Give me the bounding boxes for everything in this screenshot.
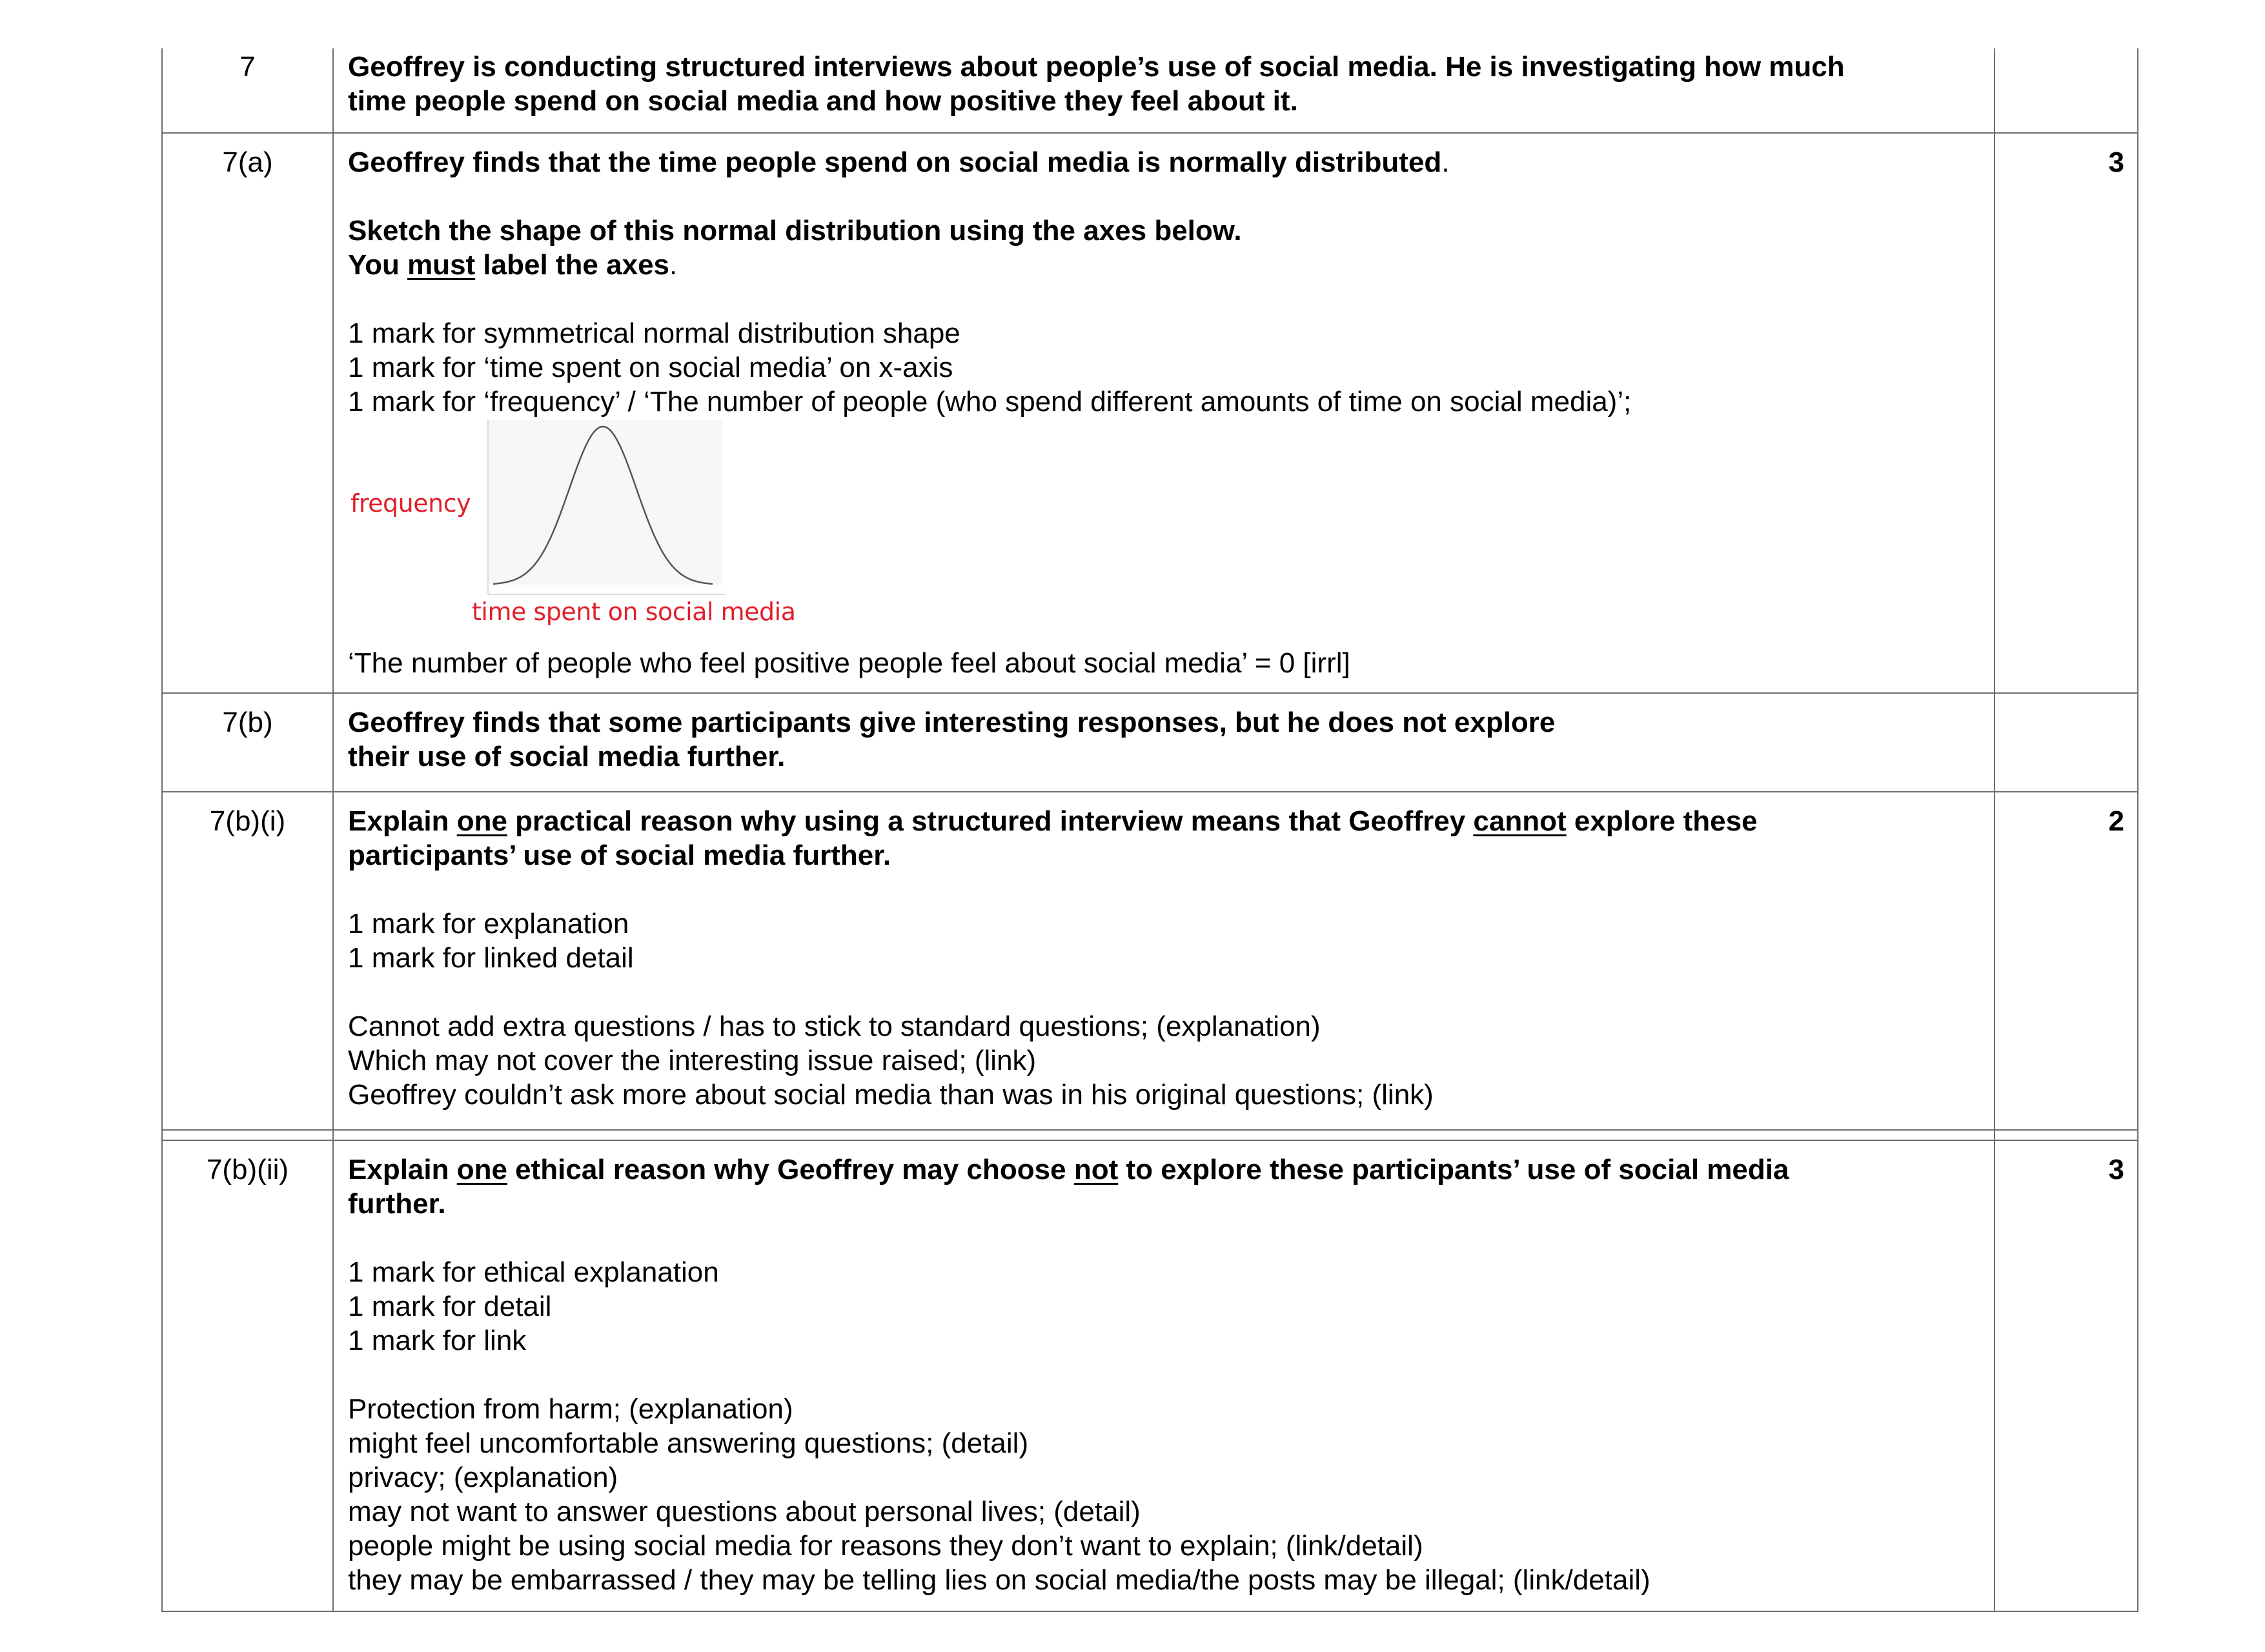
answer-cell (333, 133, 1995, 693)
text-fragment: practical reason why using a structured interview means that Geoffrey (507, 805, 1474, 837)
normal-distribution-sketch (348, 420, 800, 646)
question-text-line2: participants’ use of social media further. (348, 840, 891, 871)
emphasis-one: one (456, 1154, 507, 1185)
scheme-line: 1 mark for ‘frequency’ / ‘The number of people (who spend different amounts of time on social media)’; (348, 386, 1632, 418)
question-instruction-axes (348, 248, 1981, 282)
answer-line: people might be using social media for reasons they don’t want to explain; (link/detail) (348, 1530, 1423, 1562)
question-stem (333, 48, 1995, 133)
marks-cell: 2 (1995, 792, 2138, 1130)
y-axis-label: frequency (350, 489, 471, 518)
answer-line: privacy; (explanation) (348, 1462, 618, 1493)
text-fragment: You (348, 249, 408, 281)
question-row-7b (162, 693, 2138, 792)
question-number: 7(a) (162, 133, 333, 693)
question-text (348, 804, 1981, 838)
irrelevant-note: ‘The number of people who feel positive people feel about social media’ = 0 [irrl] (348, 647, 1350, 679)
question-text (348, 1153, 1981, 1187)
stem-line: time people spend on social media and how positive they feel about it. (348, 85, 1298, 117)
scheme-line: 1 mark for symmetrical normal distribution shape (348, 317, 960, 349)
answer-line: may not want to answer questions about personal lives; (detail) (348, 1496, 1141, 1527)
answer-cell (333, 1140, 1995, 1611)
question-row-7 (162, 48, 2138, 133)
question-row-7a (162, 133, 2138, 693)
question-number: 7(b) (162, 693, 333, 792)
emphasis-not: not (1073, 1154, 1119, 1185)
question-instruction: Sketch the shape of this normal distribution using the axes below. (348, 215, 1242, 247)
stem-line: Geoffrey finds that some participants give interesting responses, but he does not explore (348, 707, 1556, 738)
scheme-line: 1 mark for explanation (348, 908, 629, 940)
question-row-7bii (162, 1140, 2138, 1611)
divider-cell (162, 1130, 333, 1140)
scheme-line: 1 mark for ethical explanation (348, 1256, 719, 1288)
emphasis-one: one (456, 805, 507, 837)
mark-scheme-table (161, 48, 2138, 1612)
stem-line: their use of social media further. (348, 741, 786, 772)
question-number: 7(b)(ii) (162, 1140, 333, 1611)
stem-line: Geoffrey is conducting structured interviews about people’s use of social media. He is investigating how much (348, 51, 1845, 83)
sketch-background (487, 420, 722, 585)
question-text-tail: . (1441, 146, 1450, 178)
question-text-bold: Geoffrey finds that the time people spend on social media is normally distributed (348, 146, 1442, 178)
marks-cell: 3 (1995, 1140, 2138, 1611)
answer-line: Cannot add extra questions / has to stick to standard questions; (explanation) (348, 1011, 1321, 1042)
text-fragment: . (669, 249, 678, 281)
question-number: 7(b)(i) (162, 792, 333, 1130)
marks-cell (1995, 48, 2138, 133)
x-axis-label: time spent on social media (472, 598, 796, 626)
answer-cell (333, 792, 1995, 1130)
emphasis-must: must (407, 249, 476, 281)
scheme-line: 1 mark for linked detail (348, 942, 634, 974)
text-fragment: to explore these participants’ use of social media (1118, 1154, 1789, 1185)
text-fragment: explore these (1566, 805, 1758, 837)
text-fragment: Explain (348, 1154, 457, 1185)
scheme-line: 1 mark for ‘time spent on social media’ on x-axis (348, 352, 953, 383)
emphasis-cannot: cannot (1473, 805, 1567, 837)
question-text-line2: further. (348, 1188, 446, 1220)
question-stem (333, 693, 1995, 792)
question-number: 7 (162, 48, 333, 133)
row-divider (162, 1130, 2138, 1140)
marks-cell (1995, 693, 2138, 792)
question-text (348, 145, 1981, 179)
text-fragment: ethical reason why Geoffrey may choose (507, 1154, 1074, 1185)
answer-line: might feel uncomfortable answering questions; (detail) (348, 1427, 1029, 1459)
scheme-line: 1 mark for detail (348, 1291, 552, 1322)
answer-line: Protection from harm; (explanation) (348, 1393, 793, 1425)
text-fragment: label the axes (475, 249, 670, 281)
divider-cell (333, 1130, 1995, 1140)
divider-cell (1995, 1130, 2138, 1140)
answer-line: Which may not cover the interesting issue raised; (link) (348, 1045, 1037, 1076)
answer-line: they may be embarrassed / they may be telling lies on social media/the posts may be illegal; (link/detail) (348, 1564, 1651, 1596)
text-fragment: Explain (348, 805, 457, 837)
question-row-7bi (162, 792, 2138, 1130)
answer-line: Geoffrey couldn’t ask more about social media than was in his original questions; (link) (348, 1079, 1434, 1111)
marks-cell: 3 (1995, 133, 2138, 693)
scheme-line: 1 mark for link (348, 1325, 527, 1356)
